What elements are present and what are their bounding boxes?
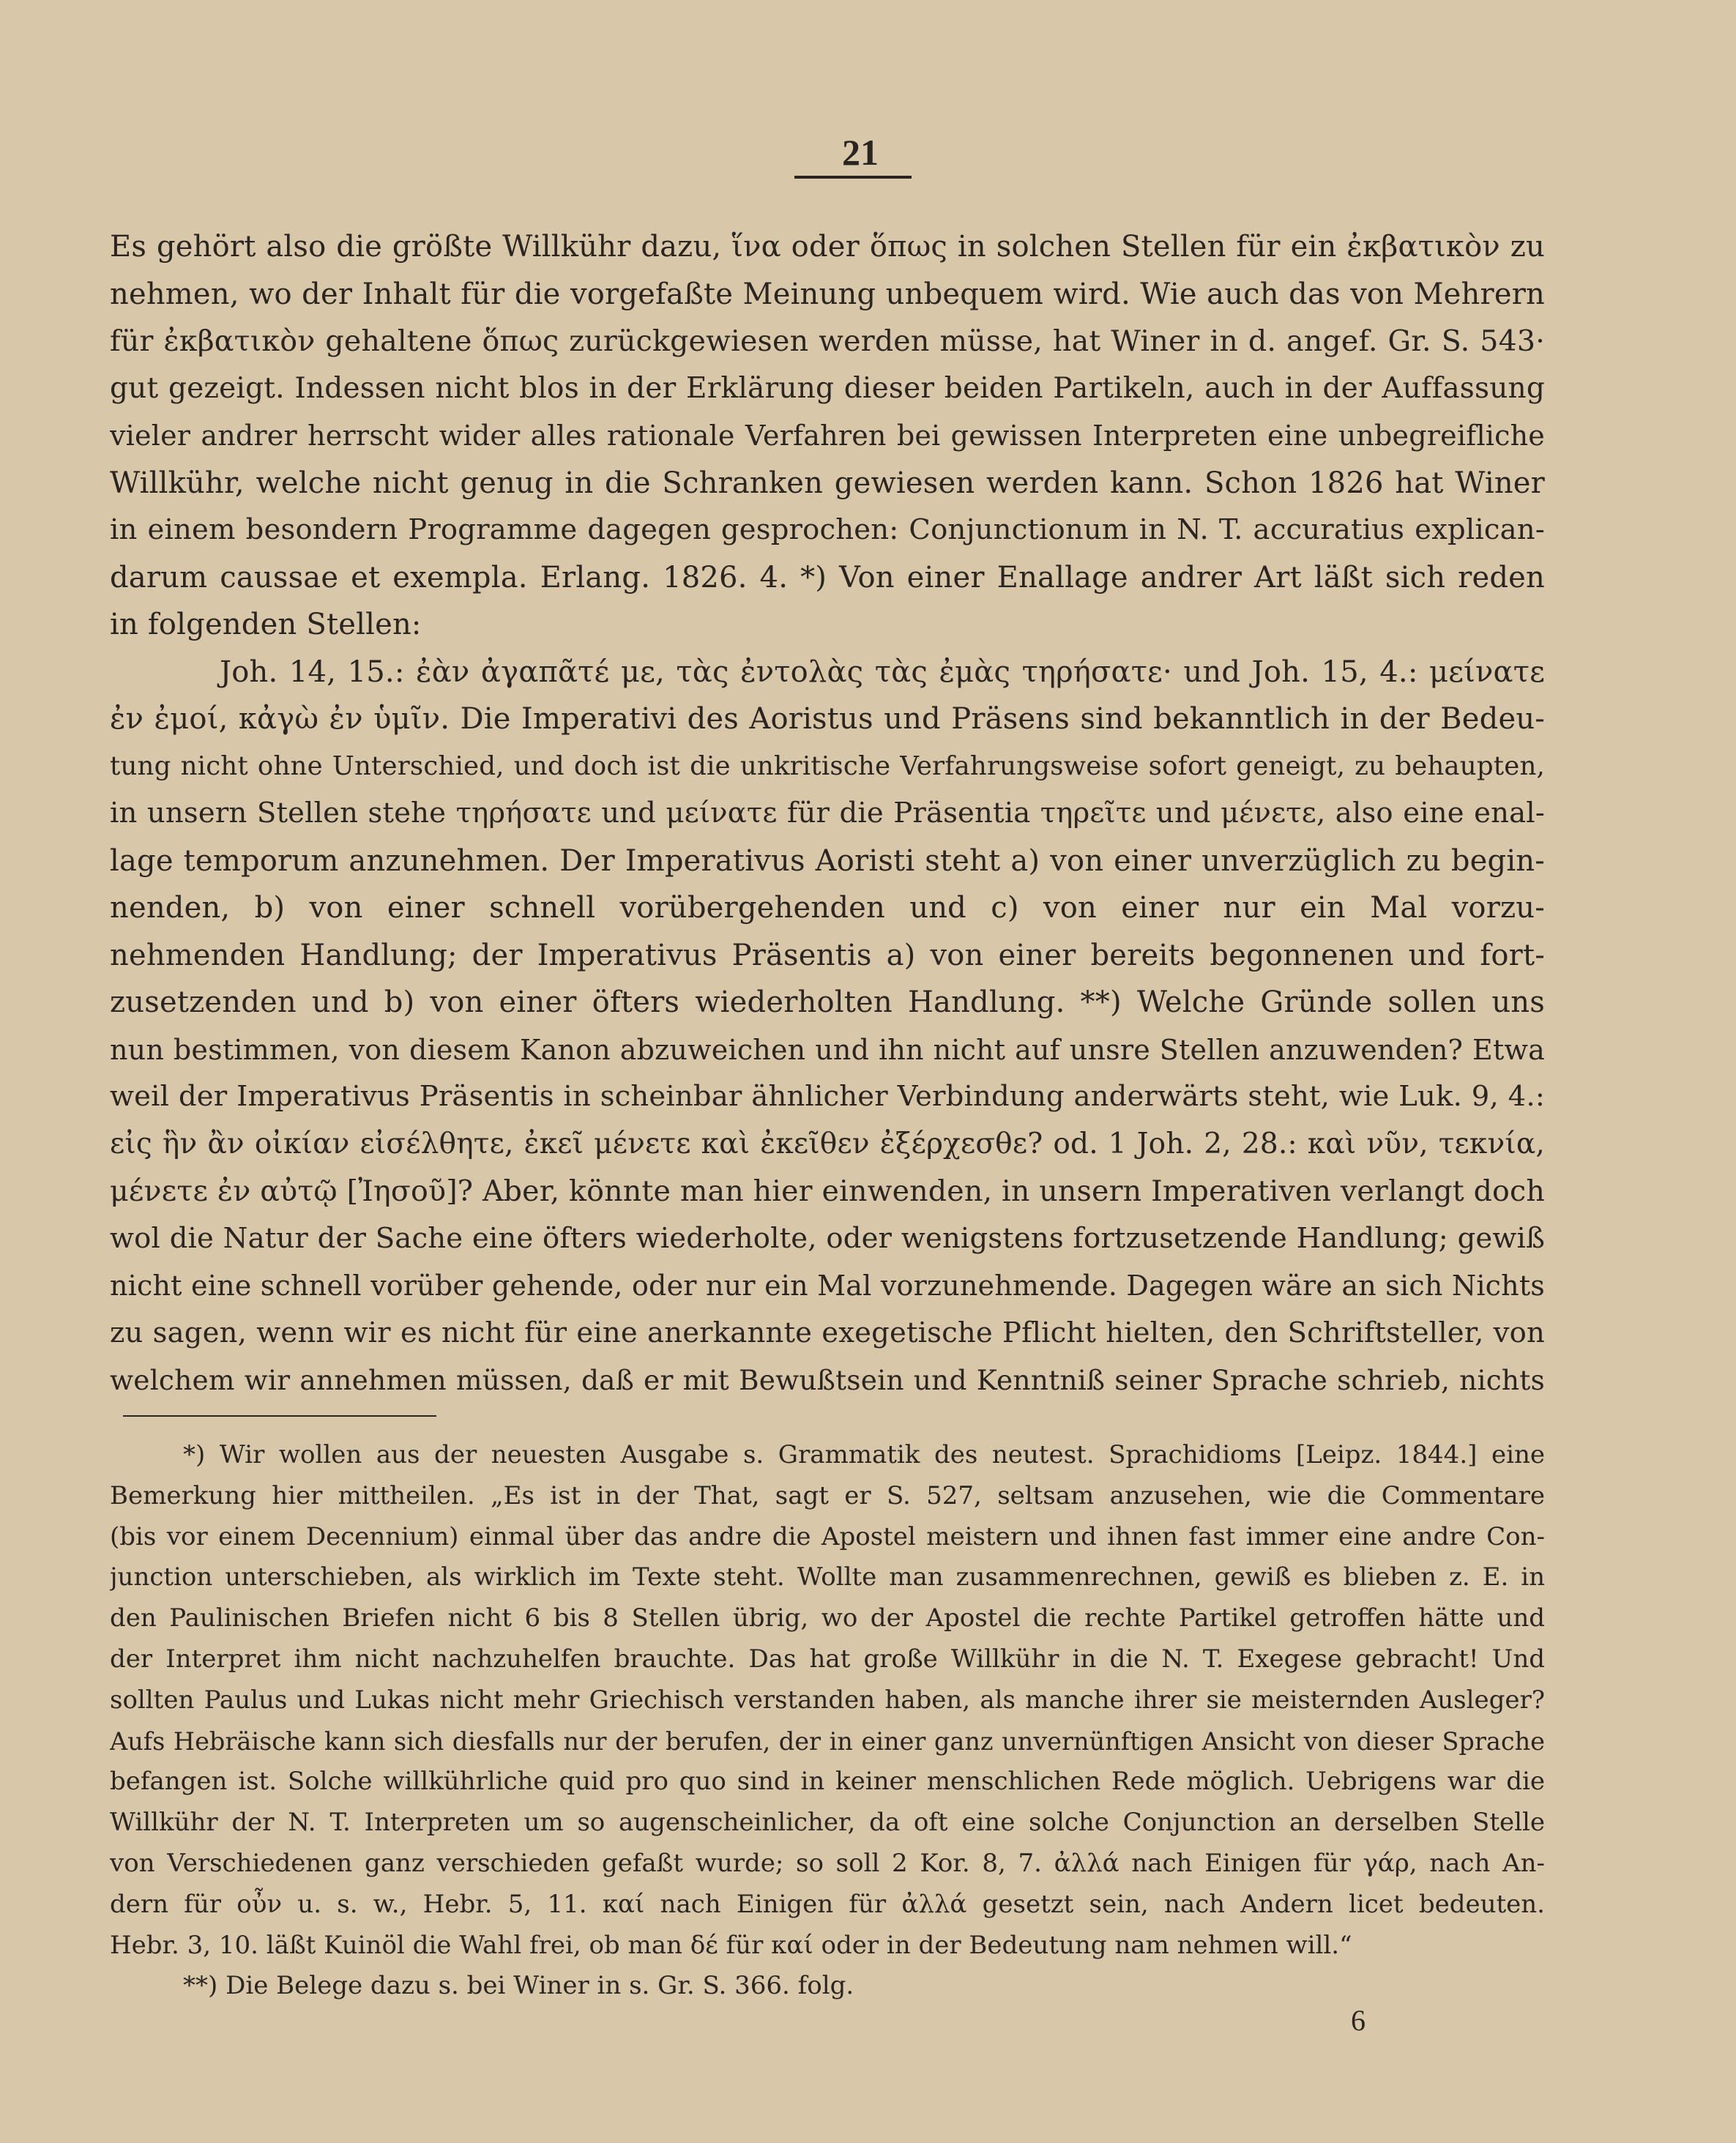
footnote-line: Aufs Hebräische kann sich diesfalls nur der berufen, der in einer ganz unvernünftigen Ansicht von dieser Sprache	[110, 1726, 1545, 1756]
text-line: εἰς ἣν ἂν οἰκίαν εἰσέλθητε, ἐκεῖ μένετε καὶ ἐκεῖθεν ἐξέρχεσθε? od. 1 Joh. 2, 28.: καὶ νῦν, τεκνία,	[110, 1127, 1545, 1160]
text-line: μένετε ἐν αὐτῷ [Ἰησοῦ]? Aber, könnte man hier einwenden, in unsern Imperativen verlangt doch	[110, 1174, 1545, 1208]
text-line: nicht eine schnell vorüber gehende, oder nur ein Mal vorzunehmende. Dagegen wäre an sich Nichts	[110, 1270, 1545, 1302]
text-line: Willkühr, welche nicht genug in die Schranken gewiesen werden kann. Schon 1826 hat Winer	[110, 466, 1545, 500]
footnote-line: den Paulinischen Briefen nicht 6 bis 8 Stellen übrig, wo der Apostel die rechte Partikel getroffen hätte und	[110, 1603, 1545, 1633]
footnote-line: Bemerkung hier mittheilen. „Es ist in der That, sagt er S. 527, seltsam anzusehen, wie die Commentare	[110, 1480, 1545, 1510]
text-line: darum caussae et exempla. Erlang. 1826. 4. *) Von einer Enallage andrer Art läßt sich reden	[110, 560, 1545, 595]
text-line: tung nicht ohne Unterschied, und doch ist die unkritische Verfahrungsweise sofort geneigt, zu behaupten,	[110, 750, 1545, 781]
text-line: in folgenden Stellen:	[110, 608, 422, 641]
text-line: nehmenden Handlung; der Imperativus Präsentis a) von einer bereits begonnenen und fort-	[110, 938, 1545, 972]
text-line: zusetzenden und b) von einer öfters wiederholten Handlung. **) Welche Gründe sollen uns	[110, 985, 1545, 1019]
signature-mark: 6	[1351, 2004, 1366, 2037]
footnotes	[110, 1435, 1545, 2007]
text-line: nenden, b) von einer schnell vorübergehenden und c) von einer nur ein Mal vorzu-	[110, 891, 1545, 925]
footnote-line: von Verschiedenen ganz verschieden gefaßt wurde; so soll 2 Kor. 8, 7. ἀλλά nach Einigen für γάρ, nach An-	[110, 1848, 1545, 1878]
text-line: vieler andrer herrscht wider alles rationale Verfahren bei gewissen Interpreten eine unbegreifliche	[110, 420, 1545, 452]
page-number: 21	[842, 132, 879, 173]
text-line: ἐν ἐμοί, κἀγὼ ἐν ὑμῖν. Die Imperativi des Aoristus und Präsens sind bekanntlich in der Bedeu-	[110, 702, 1545, 736]
footnote-line: Willkühr der N. T. Interpreten um so augenscheinlicher, da oft eine solche Conjunction an derselben Stelle	[110, 1808, 1545, 1838]
footnote-line: der Interpret ihm nicht nachzuhelfen brauchte. Das hat große Willkühr in die N. T. Exegese gebracht! Und	[110, 1644, 1545, 1674]
footnote-line: (bis vor einem Decennium) einmal über das andre die Apostel meistern und ihnen fast immer eine andre Con-	[110, 1521, 1545, 1551]
footnote-rule	[123, 1415, 436, 1417]
text-line: wol die Natur der Sache eine öfters wiederholte, oder wenigstens fortzusetzende Handlung; gewiß	[110, 1221, 1545, 1255]
footnote-line: junction unterschieben, als wirklich im Texte steht. Wollte man zusammenrechnen, gewiß es blieben z. E. in	[110, 1562, 1545, 1592]
text-line: zu sagen, wenn wir es nicht für eine anerkannte exegetische Pflicht hielten, den Schriftsteller, von	[110, 1316, 1545, 1349]
text-line: für ἐκβατικὸν gehaltene ὅπως zurückgewiesen werden müsse, hat Winer in d. angef. Gr. S. 543·	[110, 324, 1545, 358]
text-line: nun bestimmen, von diesem Kanon abzuweichen und ihn nicht auf unsre Stellen anzuwenden? Etwa	[110, 1033, 1545, 1066]
text-line: weil der Imperativus Präsentis in scheinbar ähnlicher Verbindung anderwärts steht, wie Luk. 9, 4.:	[110, 1080, 1545, 1113]
text-line: welchem wir annehmen müssen, daß er mit Bewußtsein und Kenntniß seiner Sprache schrieb, nichts	[110, 1364, 1545, 1396]
text-line: lage temporum anzunehmen. Der Imperativus Aoristi steht a) von einer unverzüglich zu begin-	[110, 843, 1545, 878]
text-line: in einem besondern Programme dagegen gesprochen: Conjunctionum in N. T. accuratius explican-	[110, 513, 1545, 546]
text-line: Es gehört also die größte Willkühr dazu, ἵνα oder ὅπως in solchen Stellen für ein ἐκβατικὸν zu	[110, 230, 1545, 264]
footnote-line: befangen ist. Solche willkührliche quid pro quo sind in keiner menschlichen Rede möglich. Uebrigens war die	[110, 1767, 1545, 1797]
footnote-line: Hebr. 3, 10. läßt Kuinöl die Wahl frei, ob man δέ für καί oder in der Bedeutung nam nehmen will.“	[110, 1930, 1352, 1960]
text-line: nehmen, wo der Inhalt für die vorgefaßte Meinung unbequem wird. Wie auch das von Mehrern	[110, 277, 1545, 311]
page-number-rule	[794, 176, 912, 179]
footnote-line: *) Wir wollen aus der neuesten Ausgabe s. Grammatik des neutest. Sprachidioms [Leipz. 1844.] eine	[183, 1440, 1545, 1469]
footnote-line: **) Die Belege dazu s. bei Winer in s. Gr. S. 366. folg.	[183, 1971, 854, 2001]
main-text	[110, 223, 1545, 1404]
text-line: gut gezeigt. Indessen nicht blos in der Erklärung dieser beiden Partikeln, auch in der Auffassung	[110, 371, 1545, 405]
footnote-line: sollten Paulus und Lukas nicht mehr Griechisch verstanden haben, als manche ihrer sie meisternden Ausleger?	[110, 1685, 1545, 1715]
text-line: in unsern Stellen stehe τηρήσατε und μείνατε für die Präsentia τηρεῖτε und μένετε, also eine enal-	[110, 797, 1545, 830]
footnote-line: dern für οὖν u. s. w., Hebr. 5, 11. καί nach Einigen für ἀλλά gesetzt sein, nach Andern licet bedeuten.	[110, 1889, 1545, 1919]
text-line: Joh. 14, 15.: ἐὰν ἀγαπᾶτέ με, τὰς ἐντολὰς τὰς ἐμὰς τηρήσατε· und Joh. 15, 4.: μείνατε	[220, 655, 1545, 689]
